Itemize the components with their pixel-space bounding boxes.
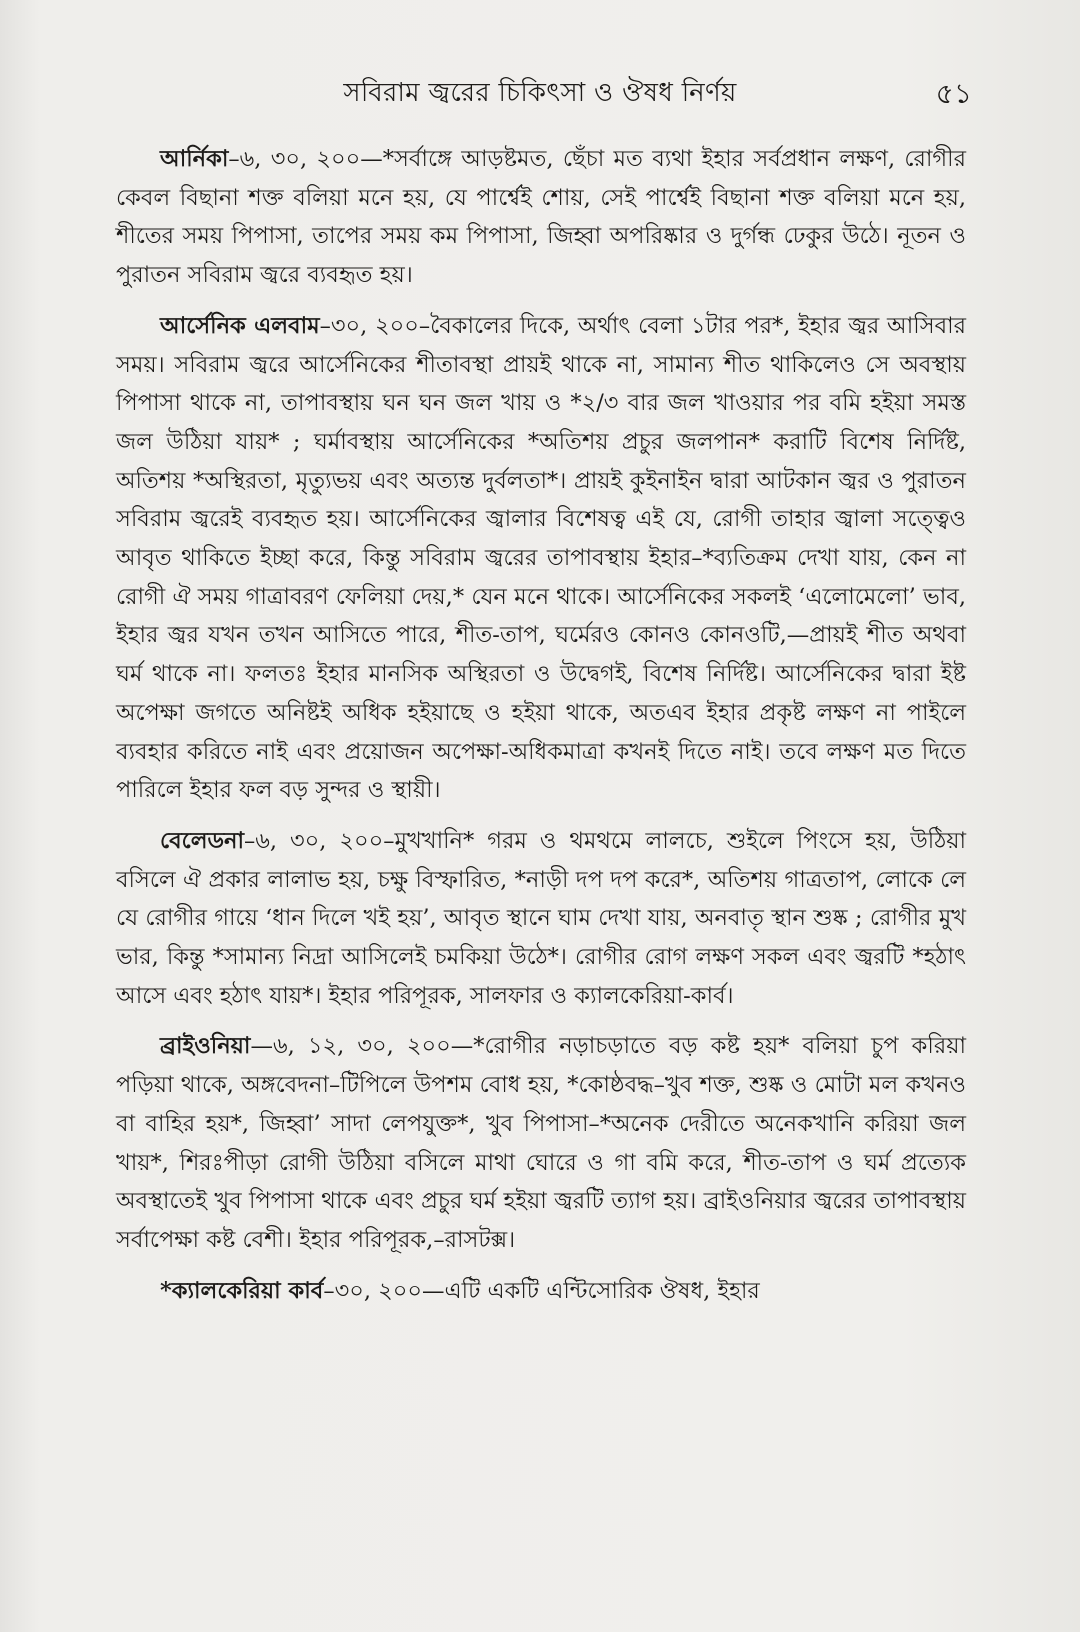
remedy-name: *ক্যালকেরিয়া কার্ব bbox=[160, 1277, 324, 1304]
running-title: সবিরাম জ্বরের চিকিৎসা ও ঔষধ নির্ণয় bbox=[343, 78, 737, 108]
paragraph-bryonia bbox=[116, 1027, 966, 1259]
remedy-name: আর্নিকা bbox=[160, 146, 229, 172]
remedy-name: ব্রাইওনিয়া bbox=[160, 1033, 251, 1060]
paragraph-arnica bbox=[116, 140, 966, 295]
page-header bbox=[108, 72, 972, 112]
page-number: ৫১ bbox=[935, 77, 972, 110]
paragraph-text: –৩০, ২০০–বৈকালের দিকে, অর্থাৎ বেলা ১টার পর*, ইহার জ্বর আসিবার সময়। সবিরাম জ্বরে আর্সেনিকের শীতাবস্থা প্রায়ই থাকে না, সামান্য শীত থাকিলেও সে অবস্থায় পিপাসা থাকে না, তাপাবস্থায় ঘন ঘন জল খায় ও *২/৩ বার জল খাওয়ার পর বমি হইয়া সমস্ত জল উঠিয়া যায়* ; ঘর্মাবস্থায় আর্সেনিকের *অতিশয় প্রচুর জলপান* করাটি বিশেষ নির্দিষ্ট, অতিশয় *অস্থিরতা, মৃত্যুভয় এবং অত্যন্ত দুর্বলতা*। প্রায়ই কুইনাইন দ্বারা আটকান জ্বর ও পুরাতন সবিরাম জ্বরেই ব্যবহৃত হয়। আর্সেনিকের জ্বালার বিশেষত্ব এই যে, রোগী তাহার জ্বালা সত্ত্বেও আবৃত থাকিতে ইচ্ছা করে, কিন্তু সবিরাম জ্বরের তাপাবস্থায় ইহার–*ব্যতিক্রম দেখা যায়, কেন না রোগী ঐ সময় গাত্রাবরণ ফেলিয়া দেয়,* যেন মনে থাকে। আর্সেনিকের সকলই ‘এলোমেলো’ ভাব, ইহার জ্বর যখন তখন আসিতে পারে, শীত-তাপ, ঘর্মেরও কোনও কোনওটি,—প্রায়ই শীত অথবা ঘর্ম থাকে না। ফলতঃ ইহার মানসিক অস্থিরতা ও উদ্বেগই, বিশেষ নির্দিষ্ট। আর্সেনিকের দ্বারা ইষ্ট অপেক্ষা জগতে অনিষ্টই অধিক হইয়াছে ও হইয়া থাকে, অতএব ইহার প্রকৃষ্ট লক্ষণ না পাইলে ব্যবহার করিতে নাই এবং প্রয়োজন অপেক্ষা-অধিকমাত্রা কখনই দিতে নাই। তবে লক্ষণ মত দিতে পারিলে ইহার ফল বড় সুন্দর ও স্থায়ী। bbox=[116, 312, 966, 804]
paragraph-text: –৬, ৩০, ২০০—*সর্বাঙ্গে আড়ষ্টমত, ছেঁচা মত ব্যথা ইহার সর্বপ্রধান লক্ষণ, রোগীর কেবল বিছানা শক্ত বলিয়া মনে হয়, যে পার্শ্বেই শোয়, সেই পার্শ্বেই বিছানা শক্ত বলিয়া মনে হয়, শীতের সময় পিপাসা, তাপের সময় কম পিপাসা, জিহ্বা অপরিষ্কার ও দুর্গন্ধ ঢেকুর উঠে। নূতন ও পুরাতন সবিরাম জ্বরে ব্যবহৃত হয়। bbox=[116, 146, 966, 289]
paragraph-belladonna bbox=[116, 822, 966, 1016]
paragraph-text: —৬, ১২, ৩০, ২০০—*রোগীর নড়াচড়াতে বড় কষ্ট হয়* বলিয়া চুপ করিয়া পড়িয়া থাকে, অঙ্গবেদনা–টিপিলে উপশম বোধ হয়, *কোষ্ঠবদ্ধ–খুব শক্ত, শুষ্ক ও মোটা মল কখনও বা বাহির হয়*, জিহ্বা’ সাদা লেপযুক্ত*, খুব পিপাসা–*অনেক দেরীতে অনেকখানি করিয়া জল খায়*, শিরঃপীড়া রোগী উঠিয়া বসিলে মাথা ঘোরে ও গা বমি করে, শীত-তাপ ও ঘর্ম প্রত্যেক অবস্থাতেই খুব পিপাসা থাকে এবং প্রচুর ঘর্ম হইয়া জ্বরটি ত্যাগ হয়। ব্রাইওনিয়ার জ্বরের তাপাবস্থায় সর্বাপেক্ষা কষ্ট বেশী। ইহার পরিপূরক,–রাসটক্স। bbox=[116, 1033, 966, 1253]
body-text bbox=[116, 140, 966, 1310]
remedy-name: বেলেডনা bbox=[160, 827, 244, 854]
paragraph-text: –৬, ৩০, ২০০–মুখখানি* গরম ও থমথমে লালচে, শুইলে পিংসে হয়, উঠিয়া বসিলে ঐ প্রকার লালাভ হয়, চক্ষু বিস্ফারিত, *নাড়ী দপ দপ করে*, অতিশয় গাত্রতাপ, লোকে লে যে রোগীর গায়ে ‘ধান দিলে খই হয়’, আবৃত স্থানে ঘাম দেখা যায়, অনবাতৃ স্থান শুষ্ক ; রোগীর মুখ ভার, কিন্তু *সামান্য নিদ্রা আসিলেই চমকিয়া উঠে*। রোগীর রোগ লক্ষণ সকল এবং জ্বরটি *হঠাৎ আসে এবং হঠাৎ যায়*। ইহার পরিপূরক, সালফার ও ক্যালকেরিয়া-কার্ব। bbox=[116, 827, 966, 1009]
remedy-name: আর্সেনিক এলবাম bbox=[160, 312, 320, 339]
paragraph-text: –৩০, ২০০—এটি একটি এন্টিসোরিক ঔষধ, ইহার bbox=[323, 1277, 760, 1304]
paragraph-calcarea bbox=[116, 1272, 966, 1311]
paragraph-arsenicum bbox=[116, 307, 966, 810]
